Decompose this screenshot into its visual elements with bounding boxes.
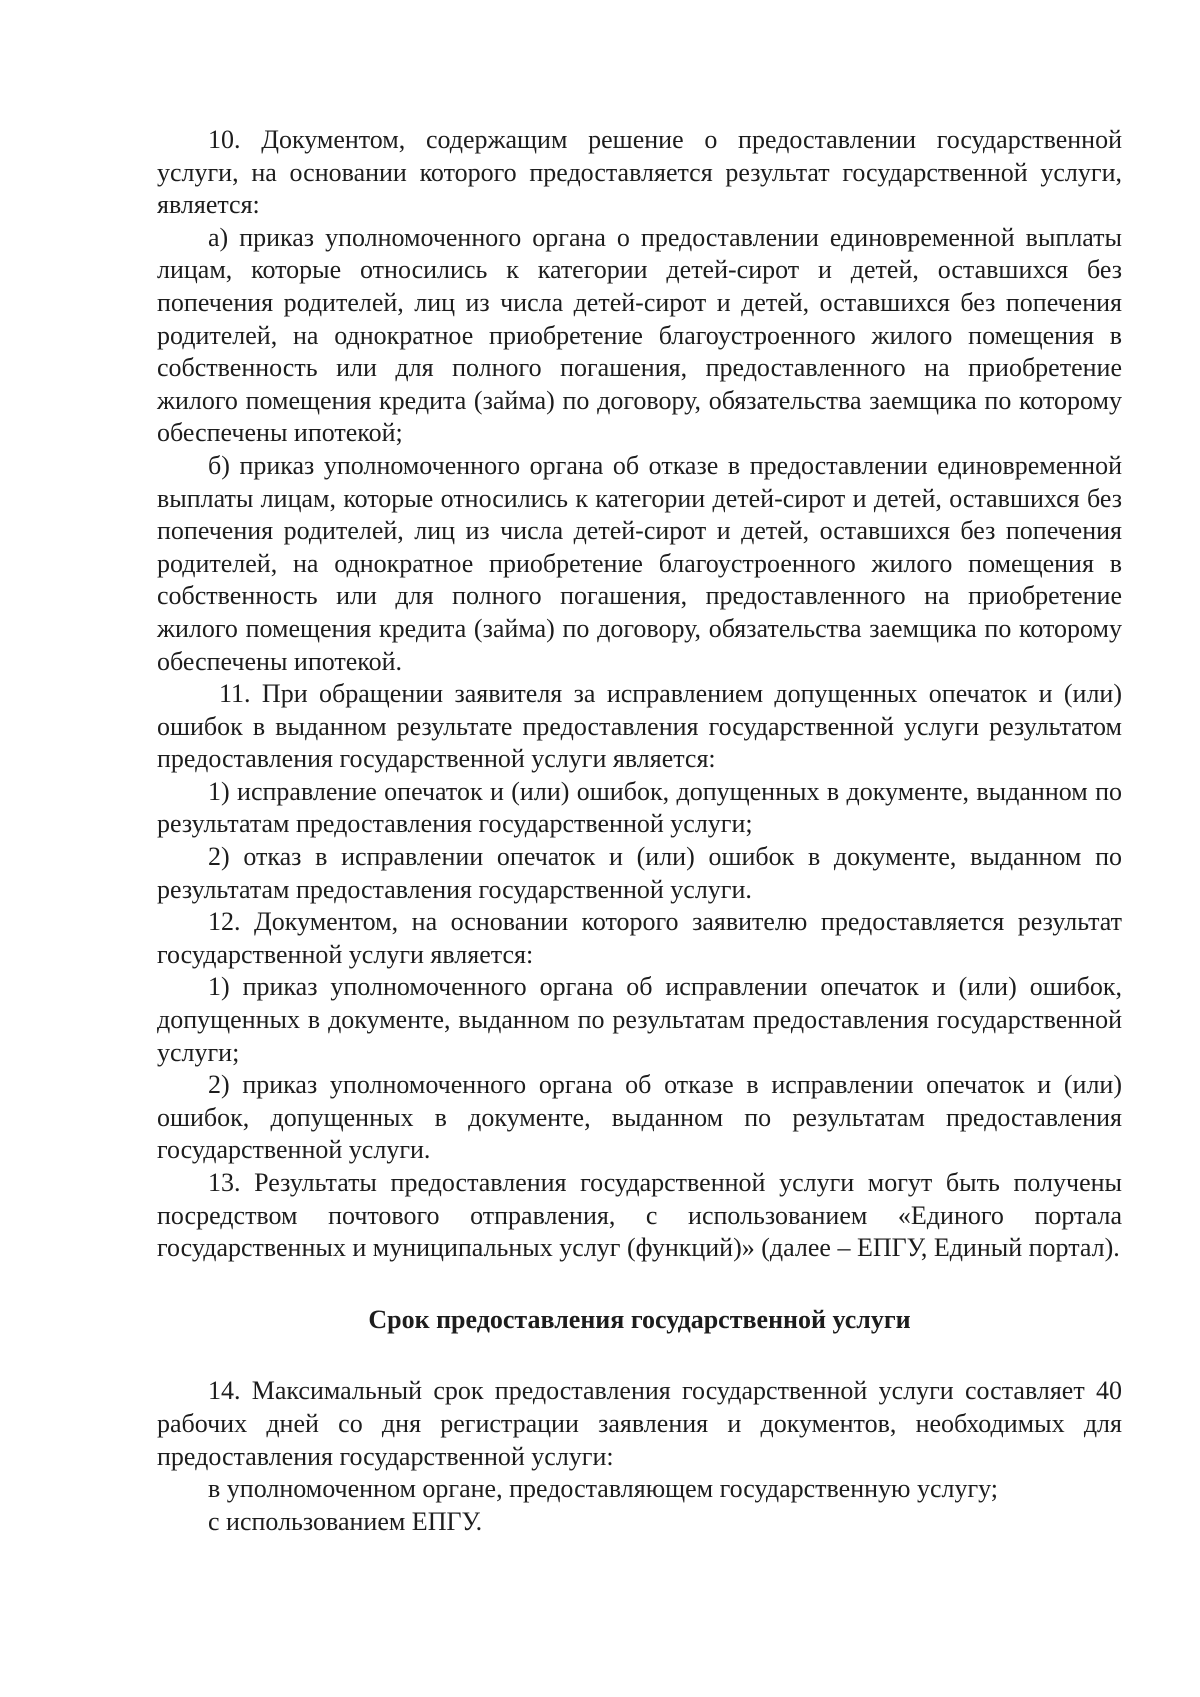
paragraph-14-item-1: в уполномоченном органе, предоставляющем государственную услугу; [208,1474,999,1504]
paragraph-10: 10. Документом, содержащим решение о предоставлении государственной услуги, на основании которого предоставляется результат государственной услуги, является: [157,125,1122,220]
paragraph-12-1: 1) приказ уполномоченного органа об исправлении опечаток и (или) ошибок, допущенных в документе, выданном по результатам предоставления государственной услуги; [157,972,1122,1067]
paragraph-11: 11. При обращении заявителя за исправлением допущенных опечаток и (или) ошибок в выданном результате предоставления государственной услуги результатом предоставления государственной услуги является: [157,679,1122,774]
paragraph-12-2: 2) приказ уполномоченного органа об отказе в исправлении опечаток и (или) ошибок, допущенных в документе, выданном по результатам предоставления государственной услуги. [157,1070,1122,1165]
paragraph-11-2: 2) отказ в исправлении опечаток и (или) ошибок в документе, выданном по результатам предоставления государственной услуги. [157,842,1122,904]
section-heading: Срок предоставления государственной услуги [368,1304,911,1334]
document-body [157,124,1122,1538]
paragraph-14-item-2: с использованием ЕПГУ. [208,1506,483,1536]
paragraph-12: 12. Документом, на основании которого заявителю предоставляется результат государственной услуги является: [157,907,1122,969]
paragraph-13: 13. Результаты предоставления государственной услуги могут быть получены посредством почтового отправления, с использованием «Единого портала государственных и муниципальных услуг (функций)» (далее – ЕПГУ, Единый портал). [157,1168,1122,1263]
paragraph-11-1: 1) исправление опечаток и (или) ошибок, допущенных в документе, выданном по результатам предоставления государственной услуги; [157,776,1122,839]
paragraph-10-b: б) приказ уполномоченного органа об отказе в предоставлении единовременной выплаты лицам, которые относились к категории детей-сирот и детей, оставшихся без попечения родителей, лиц из числа детей-сирот и детей, оставшихся без попечения родителей, на однократное приобретение благоустроенного жилого помещения в собственность или для полного погашения, предоставленного на приобретение жилого помещения кредита (займа) по договору, обязательства заемщика по которому обеспечены ипотекой. [157,450,1122,676]
paragraph-14: 14. Максимальный срок предоставления государственной услуги составляет 40 рабочих дней со дня регистрации заявления и документов, необходимых для предоставления государственной услуги: [157,1376,1122,1471]
paragraph-10-a: а) приказ уполномоченного органа о предоставлении единовременной выплаты лицам, которые относились к категории детей-сирот и детей, оставшихся без попечения родителей, лиц из числа детей-сирот и детей, оставшихся без попечения родителей, на однократное приобретение благоустроенного жилого помещения в собственность или для полного погашения, предоставленного на приобретение жилого помещения кредита (займа) по договору, обязательства заемщика по которому обеспечены ипотекой; [157,222,1122,448]
